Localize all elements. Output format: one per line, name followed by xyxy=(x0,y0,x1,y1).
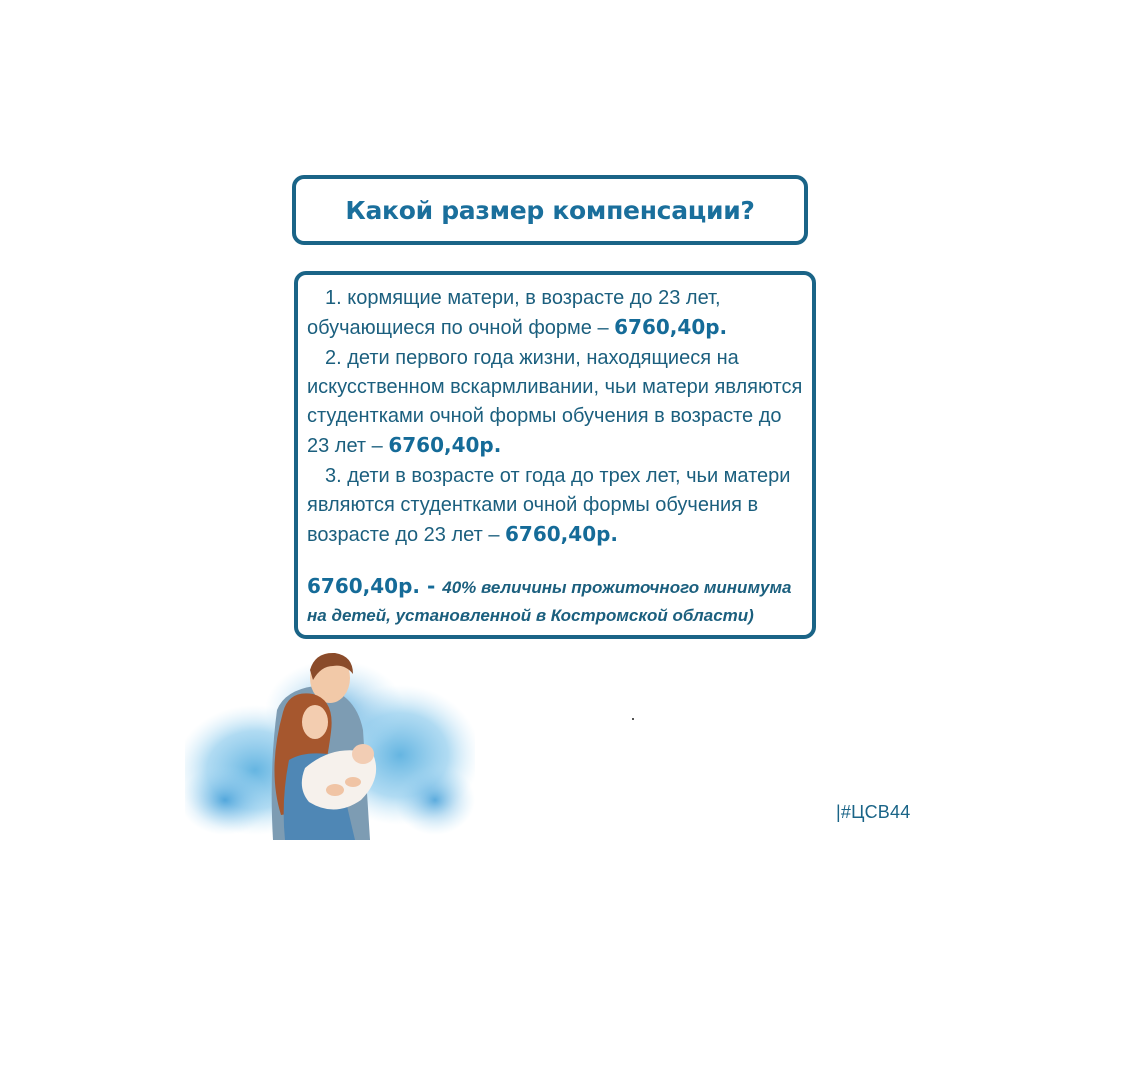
amount-value: 6760,40р. xyxy=(505,522,619,547)
list-item-3 xyxy=(307,462,804,551)
hashtag: |#ЦСВ44 xyxy=(836,802,911,822)
title-box xyxy=(292,175,808,245)
list-item-text: 1. кормящие матери, в возрасте до 23 лет, обучающиеся по очной форме – xyxy=(307,287,721,340)
footnote-text: 40% величины прожиточного минимума на детей, установленной в Костромской области) xyxy=(307,577,792,625)
list-item-1 xyxy=(307,284,804,344)
footnote-amount: 6760,40р. - xyxy=(307,573,443,598)
list-item-2 xyxy=(307,344,804,462)
compensation-list xyxy=(294,271,816,639)
list-item-text: 3. дети в возрасте от года до трех лет, чьи матери являются студентками очной формы обучения в возрасте до 23 лет – xyxy=(307,464,791,547)
page-title: Какой размер компенсации? xyxy=(345,195,755,225)
amount-value: 6760,40р. xyxy=(388,433,502,458)
amount-value: 6760,40р. xyxy=(614,315,728,340)
speck xyxy=(632,718,634,720)
list-item-text: 2. дети первого года жизни, находящиеся на искусственном вскармливании, чьи матери являются студентками очной формы обучения в возрасте до 23 лет – xyxy=(307,346,803,458)
family-watercolor-illustration-icon xyxy=(185,650,475,840)
footnote xyxy=(307,572,804,630)
